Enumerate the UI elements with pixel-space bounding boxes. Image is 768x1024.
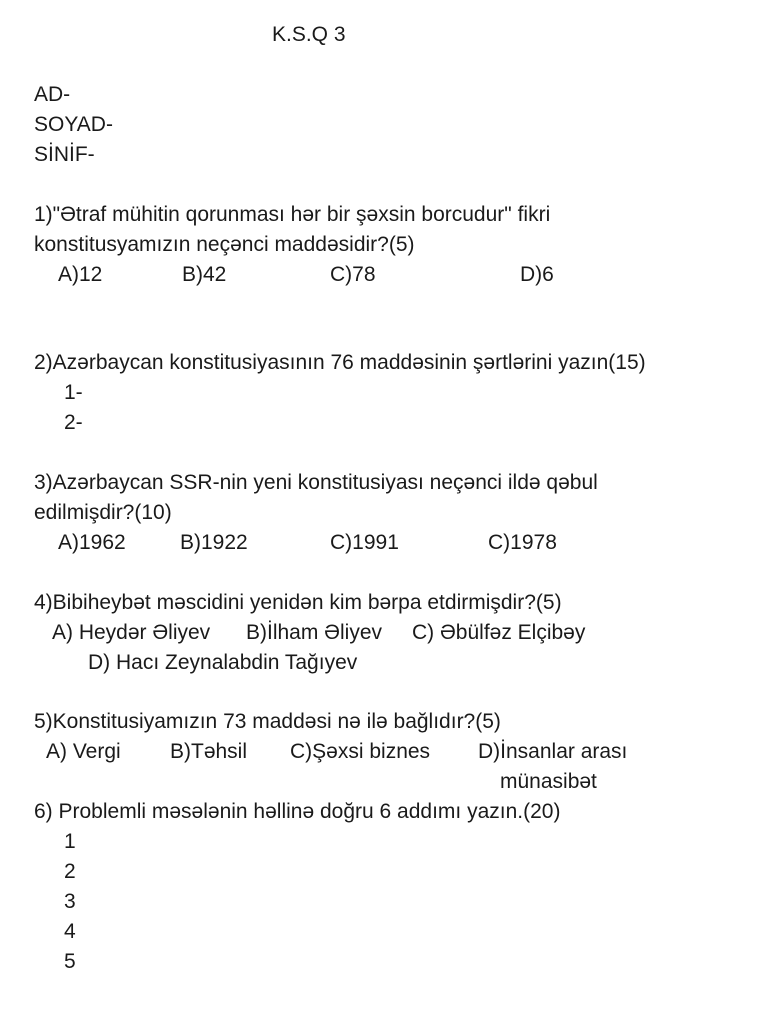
q5-option-a: A) Vergi (46, 740, 121, 763)
q3-option-a: A)1962 (58, 531, 126, 554)
q6-step-1: 1 (64, 830, 76, 853)
q1-option-c: C)78 (330, 263, 376, 286)
q6-step-5: 5 (64, 950, 76, 973)
q2-blank-2: 2- (64, 411, 83, 434)
q1-text-line1: 1)"Ətraf mühitin qorunması hər bir şəxsin borcudur" fikri (34, 203, 551, 226)
q6-text: 6) Problemli məsələnin həllinə doğru 6 addımı yazın.(20) (34, 800, 561, 823)
q4-option-b: B)İlham Əliyev (246, 621, 382, 644)
q3-option-d: C)1978 (488, 531, 557, 554)
q5-text: 5)Konstitusiyamızın 73 maddəsi nə ilə bağlıdır?(5) (34, 710, 501, 733)
surname-field: SOYAD- (34, 113, 113, 136)
q5-option-c: C)Şəxsi biznes (290, 740, 431, 763)
name-field: AD- (34, 83, 71, 106)
q2-text: 2)Azərbaycan konstitusiyasının 76 maddəsinin şərtlərini yazın(15) (34, 351, 646, 374)
q4-option-a: A) Heydər Əliyev (52, 621, 211, 644)
q4-text: 4)Bibiheybət məscidini yenidən kim bərpa etdirmişdir?(5) (34, 591, 562, 614)
q6-step-2: 2 (64, 860, 76, 883)
q1-option-a: A)12 (58, 263, 103, 286)
q3-text-line1: 3)Azərbaycan SSR-nin yeni konstitusiyası neçənci ildə qəbul (34, 471, 598, 494)
q4-option-c: C) Əbülfəz Elçibəy (412, 621, 586, 644)
q1-text-line2: konstitusyamızın neçənci maddəsidir?(5) (34, 233, 415, 256)
q5-option-b: B)Təhsil (170, 740, 248, 763)
class-field: SİNİF- (34, 143, 95, 166)
q1-option-d: D)6 (520, 263, 554, 286)
q3-option-b: B)1922 (180, 531, 248, 554)
q3-option-c: C)1991 (330, 531, 399, 554)
q4-option-d: D) Hacı Zeynalabdin Tağıyev (88, 651, 358, 674)
q1-option-b: B)42 (182, 263, 227, 286)
q6-step-4: 4 (64, 920, 76, 943)
page-title: K.S.Q 3 (272, 23, 346, 46)
q6-step-3: 3 (64, 890, 76, 913)
q3-text-line2: edilmişdir?(10) (34, 501, 172, 524)
q5-option-d: D)İnsanlar arası (478, 740, 628, 763)
q5-option-d-continued: münasibət (500, 770, 597, 793)
q2-blank-1: 1- (64, 381, 83, 404)
